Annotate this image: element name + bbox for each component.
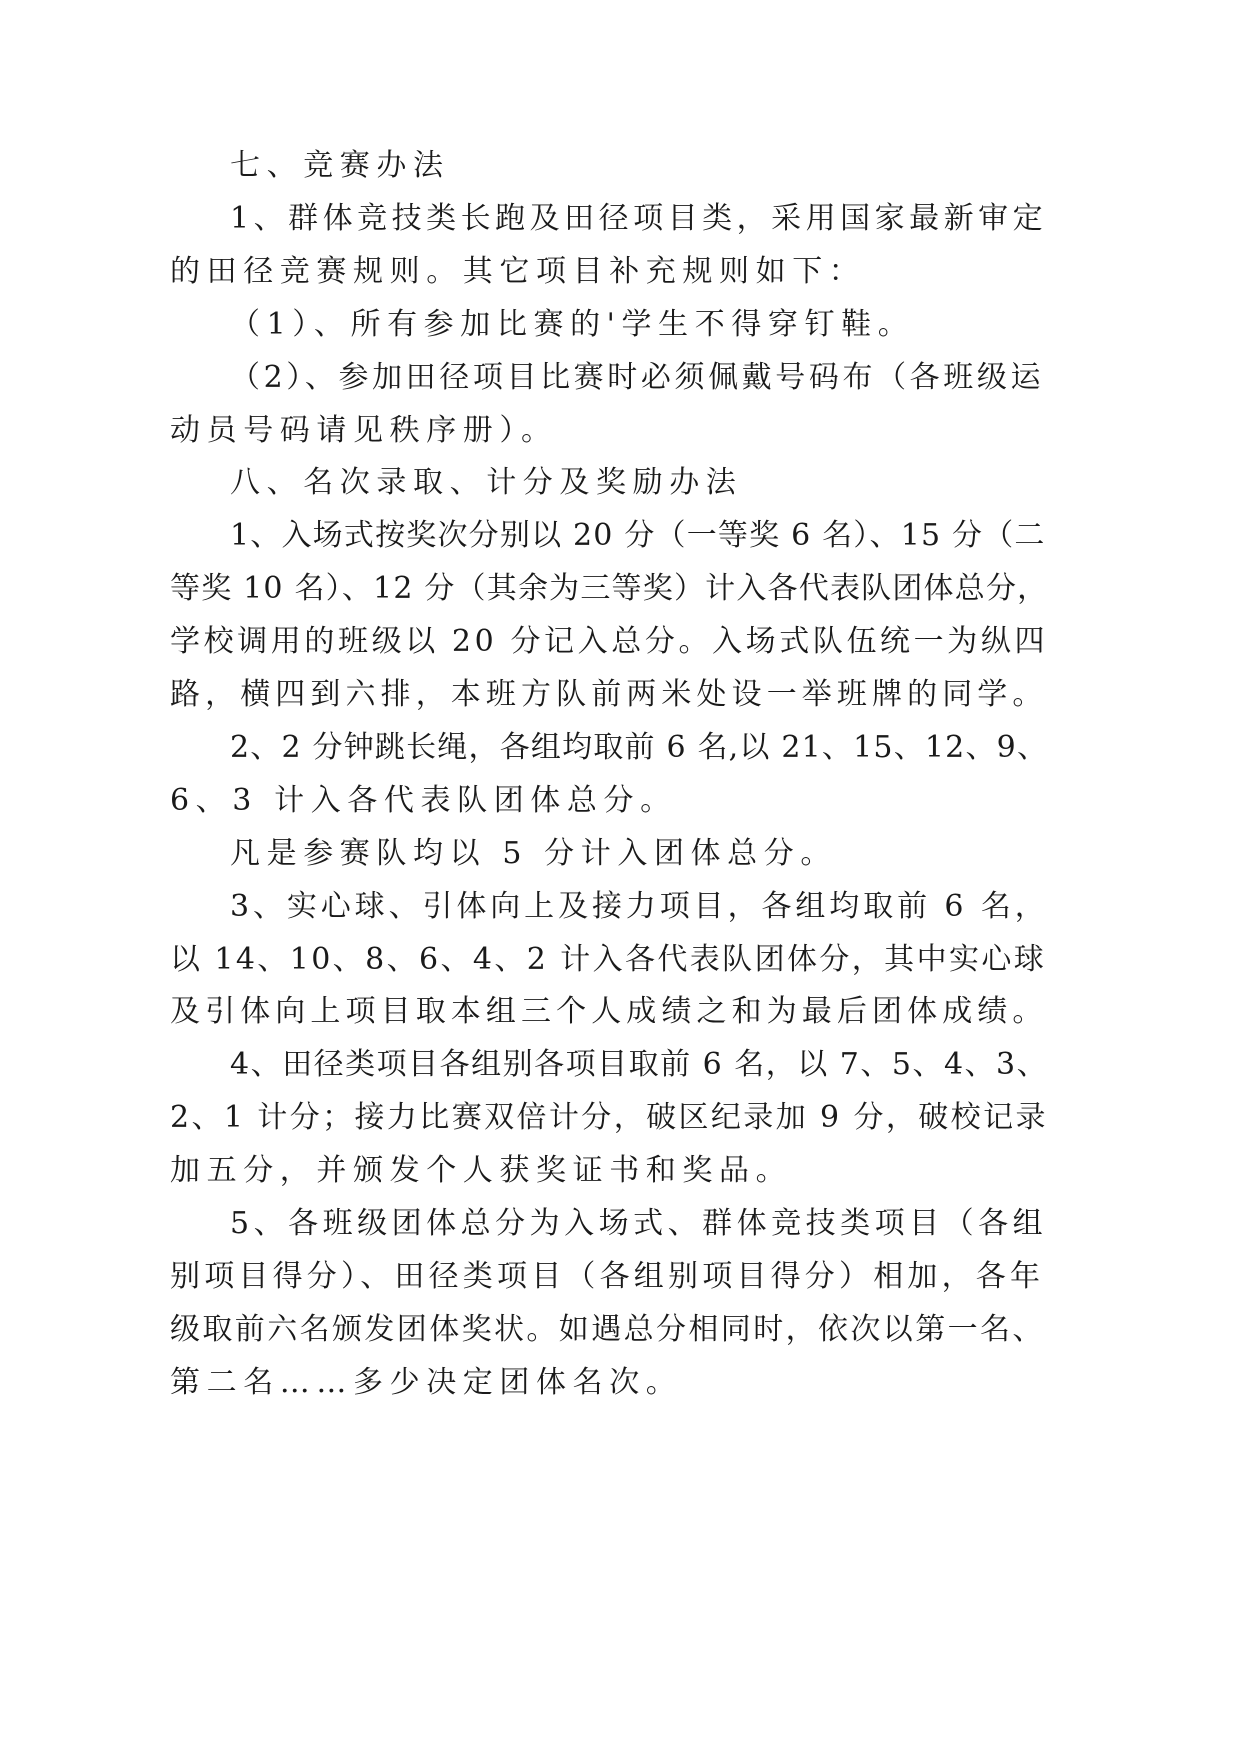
paragraph-line: 凡是参赛队均以 5 分计入团体总分。 <box>230 836 837 871</box>
paragraph-line: 动员号码请见秩序册）。 <box>170 413 558 448</box>
paragraph-line: 的田径竞赛规则。其它项目补充规则如下： <box>170 254 866 289</box>
paragraph-line: 路，横四到六排，本班方队前两米处设一举班牌的同学。 <box>170 677 1048 712</box>
paragraph-line: 3、实心球、引体向上及接力项目，各组均取前 6 名， <box>230 889 1049 924</box>
paragraph-line: 4、田径类项目各组别各项目取前 6 名，以 7、5、4、3、 <box>230 1047 1049 1082</box>
section-heading-7: 七、竞赛办法 <box>230 148 450 183</box>
paragraph-line: 及引体向上项目取本组三个人成绩之和为最后团体成绩。 <box>170 994 1048 1029</box>
paragraph-line: （1）、所有参加比赛的'学生不得穿钉鞋。 <box>230 307 915 342</box>
paragraph-line: 以 14、10、8、6、4、2 计入各代表队团体分，其中实心球 <box>170 942 1047 977</box>
paragraph-line: 6、3 计入各代表队团体总分。 <box>170 783 677 818</box>
paragraph-line: 5、各班级团体总分为入场式、群体竞技类项目（各组 <box>230 1206 1048 1241</box>
paragraph-line: （2）、参加田径项目比赛时必须佩戴号码布（各班级运 <box>230 360 1045 395</box>
paragraph-line: 1、入场式按奖次分别以 20 分（一等奖 6 名）、15 分（二 <box>230 518 1046 553</box>
paragraph-line: 1、群体竞技类长跑及田径项目类，采用国家最新审定 <box>230 201 1048 236</box>
paragraph-line: 级取前六名颁发团体奖状。如遇总分相同时，依次以第一名、 <box>170 1312 1045 1347</box>
paragraph-line: 别项目得分）、田径类项目（各组别项目得分）相加，各年 <box>170 1259 1045 1294</box>
paragraph-line: 第二名……多少决定团体名次。 <box>170 1365 683 1400</box>
paragraph-line: 2、2 分钟跳长绳，各组均取前 6 名,以 21、15、12、9、 <box>230 730 1049 765</box>
paragraph-line: 2、1 计分；接力比赛双倍计分，破区纪录加 9 分，破校记录 <box>170 1100 1048 1135</box>
paragraph-line: 等奖 10 名）、12 分（其余为三等奖）计入各代表队团体总分， <box>170 571 1049 606</box>
section-heading-8: 八、名次录取、计分及奖励办法 <box>230 465 743 500</box>
paragraph-line: 学校调用的班级以 20 分记入总分。入场式队伍统一为纵四 <box>170 624 1049 659</box>
paragraph-line: 加五分，并颁发个人获奖证书和奖品。 <box>170 1153 793 1188</box>
